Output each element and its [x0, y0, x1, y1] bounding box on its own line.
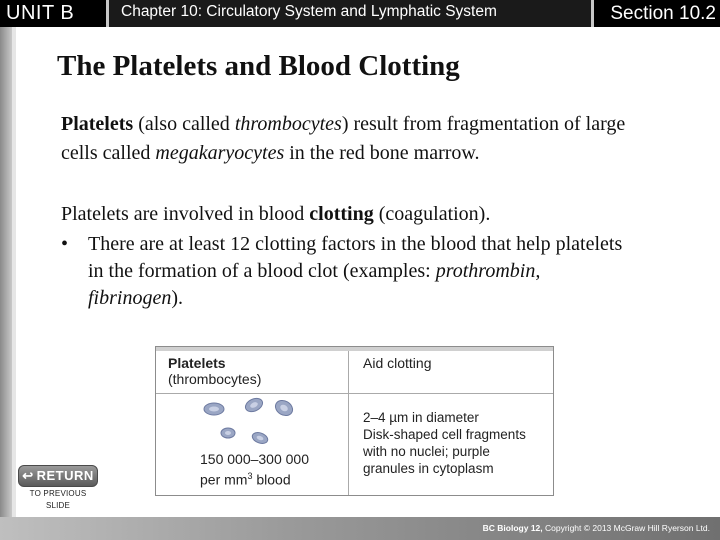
p2-text-a: Platelets are involved in blood — [61, 203, 310, 225]
count-range: 150 000–300 000 — [200, 451, 309, 467]
figure-function: Aid clotting — [363, 355, 432, 371]
copyright-text — [483, 517, 710, 540]
copyright-rest: Copyright © 2013 McGraw Hill Ryerson Ltd. — [542, 523, 710, 533]
description-line: granules in cytoplasm — [363, 461, 494, 476]
slide-title: The Platelets and Blood Clotting — [57, 50, 460, 82]
description-line: 2–4 µm in diameter — [363, 410, 479, 425]
figure-cell-name: Platelets — [168, 355, 226, 371]
description-line: Disk-shaped cell fragments — [363, 427, 526, 442]
count-unit — [200, 468, 309, 489]
figure-cell-subname: (thrombocytes) — [168, 371, 262, 387]
unit-label: UNIT B — [6, 2, 75, 24]
bullet-text-b: ). — [171, 287, 184, 309]
figure-row-divider — [156, 393, 553, 394]
copyright-book: BC Biology 12, — [482, 523, 543, 533]
term-clotting: clotting — [309, 203, 374, 225]
count-unit-a: per mm — [200, 471, 248, 488]
return-arrow-icon: ↩ — [22, 468, 34, 483]
bullet-examples: prothrombin, fibrinogen — [88, 260, 541, 309]
platelet-cell — [209, 407, 219, 412]
paragraph-clotting — [61, 200, 641, 229]
term-thrombocytes: thrombocytes — [234, 113, 342, 135]
p1-text-b: ) result from fragmentation of large cells called — [61, 113, 626, 164]
return-label: RETURN — [36, 468, 94, 483]
count-unit-b: blood — [252, 471, 291, 488]
p1-text-a: (also called — [133, 113, 235, 135]
paragraph-platelets — [61, 110, 641, 168]
platelet-cells-illustration — [196, 397, 306, 449]
description-line: with no nuclei; purple — [363, 444, 490, 459]
chapter-label: Chapter 10: Circulatory System and Lymphatic System — [106, 0, 594, 27]
term-megakaryocytes: megakaryocytes — [155, 142, 285, 164]
footer-bar — [0, 517, 720, 540]
return-button[interactable] — [18, 465, 98, 487]
bullet-text-a: There are at least 12 clotting factors in the blood that help platelets in the formation of a blood clot (examples: — [88, 233, 623, 282]
figure-count — [200, 451, 309, 489]
section-label: Section 10.2 — [610, 3, 716, 24]
bullet-text — [88, 231, 628, 312]
figure-column-divider — [348, 351, 349, 495]
term-platelets: Platelets — [61, 113, 134, 135]
p1-text-c: in the red bone marrow. — [284, 142, 480, 164]
figure-top-rule — [156, 347, 553, 351]
figure-description — [363, 409, 548, 477]
to-previous-slide-label: TO PREVIOUS SLIDE — [29, 489, 87, 510]
count-unit-exponent: 3 — [247, 471, 253, 481]
p2-text-b: (coagulation). — [373, 203, 491, 225]
bullet-marker: • — [61, 233, 69, 255]
platelets-figure — [155, 346, 554, 496]
left-inner-strip — [12, 27, 16, 517]
left-decorative-strip — [0, 27, 12, 540]
platelet-cell — [225, 431, 231, 435]
